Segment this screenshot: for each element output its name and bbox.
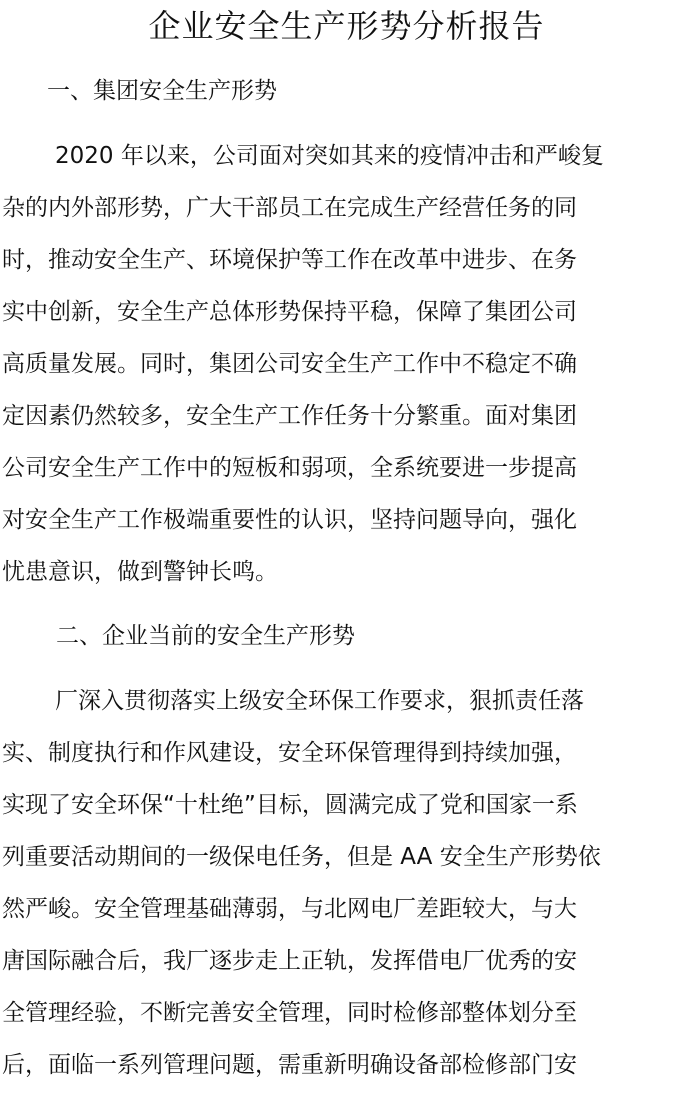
paragraph-line: 唐国际融合后，我厂逐步走上正轨，发挥借电厂优秀的安 [2,948,577,974]
paragraph-line: 忧患意识，做到警钟长鸣。 [2,559,278,585]
paragraph-line: 杂的内外部形势，广大干部员工在完成生产经营任务的同 [2,195,577,221]
paragraph-line: 公司安全生产工作中的短板和弱项，全系统要进一步提高 [2,455,577,481]
paragraph-line: 时，推动安全生产、环境保护等工作在改革中进步、在务 [2,247,577,273]
paragraph-line: 列重要活动期间的一级保电任务，但是 AA 安全生产形势依 [2,844,601,870]
paragraph-line: 后，面临一系列管理问题，需重新明确设备部检修部门安 [2,1052,577,1078]
document-title: 企业安全生产形势分析报告 [148,7,545,45]
paragraph-line: 对安全生产工作极端重要性的认识，坚持问题导向，强化 [2,507,577,533]
paragraph-line: 定因素仍然较多，安全生产工作任务十分繁重。面对集团 [2,403,577,429]
section-heading-1: 一、集团安全生产形势 [47,78,277,104]
paragraph-line: 2020 年以来，公司面对突如其来的疫情冲击和严峻复 [55,143,604,169]
paragraph-line: 高质量发展。同时，集团公司安全生产工作中不稳定不确 [2,351,577,377]
section-heading-2: 二、企业当前的安全生产形势 [56,623,355,649]
paragraph-line: 实现了安全环保“十杜绝”目标，圆满完成了党和国家一系 [2,792,578,818]
paragraph-line: 实中创新，安全生产总体形势保持平稳，保障了集团公司 [2,299,577,325]
paragraph-line: 然严峻。安全管理基础薄弱，与北网电厂差距较大，与大 [2,896,577,922]
paragraph-line: 实、制度执行和作风建设，安全环保管理得到持续加强， [2,740,577,766]
paragraph-line: 全管理经验，不断完善安全管理，同时检修部整体划分至 [2,1000,577,1026]
paragraph-line: 厂深入贯彻落实上级安全环保工作要求，狠抓责任落 [55,688,584,714]
